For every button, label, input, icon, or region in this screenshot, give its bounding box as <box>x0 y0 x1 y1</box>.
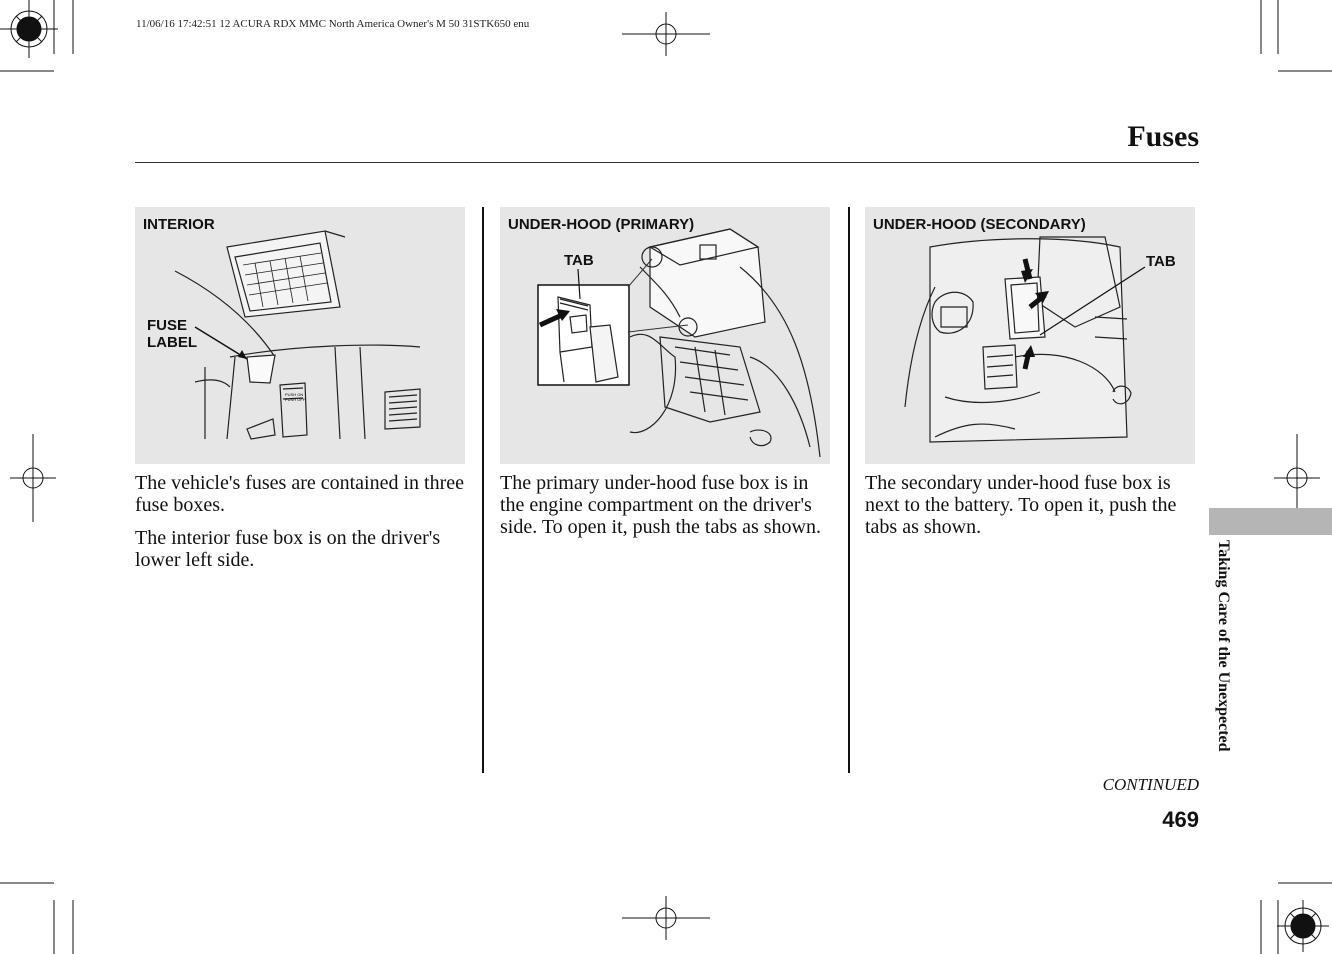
page-number: 469 <box>1162 807 1199 832</box>
col2-paragraph-1: The primary under-hood fuse box is in the engine compartment on the driver's side. To open it, push the tabs as shown. <box>500 472 821 538</box>
switch-text-push-on: PUSH ON <box>285 392 304 397</box>
secondary-tab-callout: TAB <box>1146 253 1176 270</box>
figure-interior-caption: INTERIOR <box>143 216 215 233</box>
figure-secondary-caption: UNDER-HOOD (SECONDARY) <box>873 216 1086 233</box>
continued-label: CONTINUED <box>1102 775 1199 794</box>
primary-fuse-box-illustration <box>500 207 830 464</box>
section-tab-marker <box>1209 508 1332 535</box>
registration-mark-top-left <box>0 0 90 80</box>
figure-underhood-secondary <box>865 207 1195 464</box>
title-rule <box>135 162 1199 163</box>
registration-mark-left-middle <box>10 434 56 522</box>
column-divider-2 <box>848 207 850 773</box>
registration-mark-top-center <box>622 12 710 56</box>
col1-paragraph-2: The interior fuse box is on the driver's lower left side. <box>135 527 441 571</box>
column-divider-1 <box>482 207 484 773</box>
col3-paragraph-1: The secondary under-hood fuse box is next to the battery. To open it, push the tabs as shown. <box>865 472 1177 538</box>
registration-mark-bottom-center <box>622 896 710 940</box>
figure-underhood-primary <box>500 207 830 464</box>
primary-tab-callout: TAB <box>564 252 594 269</box>
registration-mark-top-right <box>1242 0 1332 80</box>
registration-mark-bottom-right <box>1242 880 1332 954</box>
secondary-fuse-box-illustration <box>865 207 1195 464</box>
figure-interior <box>135 207 465 464</box>
print-stamp: 11/06/16 17:42:51 12 ACURA RDX MMC North America Owner's M 50 31STK650 enu <box>136 18 530 30</box>
fuse-label-callout-line1: FUSE <box>147 317 188 334</box>
column-1-text <box>135 472 465 582</box>
col1-paragraph-1: The vehicle's fuses are contained in three fuse boxes. <box>135 472 465 516</box>
registration-mark-bottom-left <box>0 880 90 954</box>
fuse-label-callout-line2: LABEL <box>147 334 197 351</box>
page-title: Fuses <box>1127 120 1199 153</box>
column-2-text <box>500 472 830 549</box>
switch-text-push-off: PUSH OFF <box>285 397 306 402</box>
column-3-text <box>865 472 1195 549</box>
figure-primary-caption: UNDER-HOOD (PRIMARY) <box>508 216 695 233</box>
section-tab-label: Taking Care of the Unexpected <box>1215 540 1232 752</box>
